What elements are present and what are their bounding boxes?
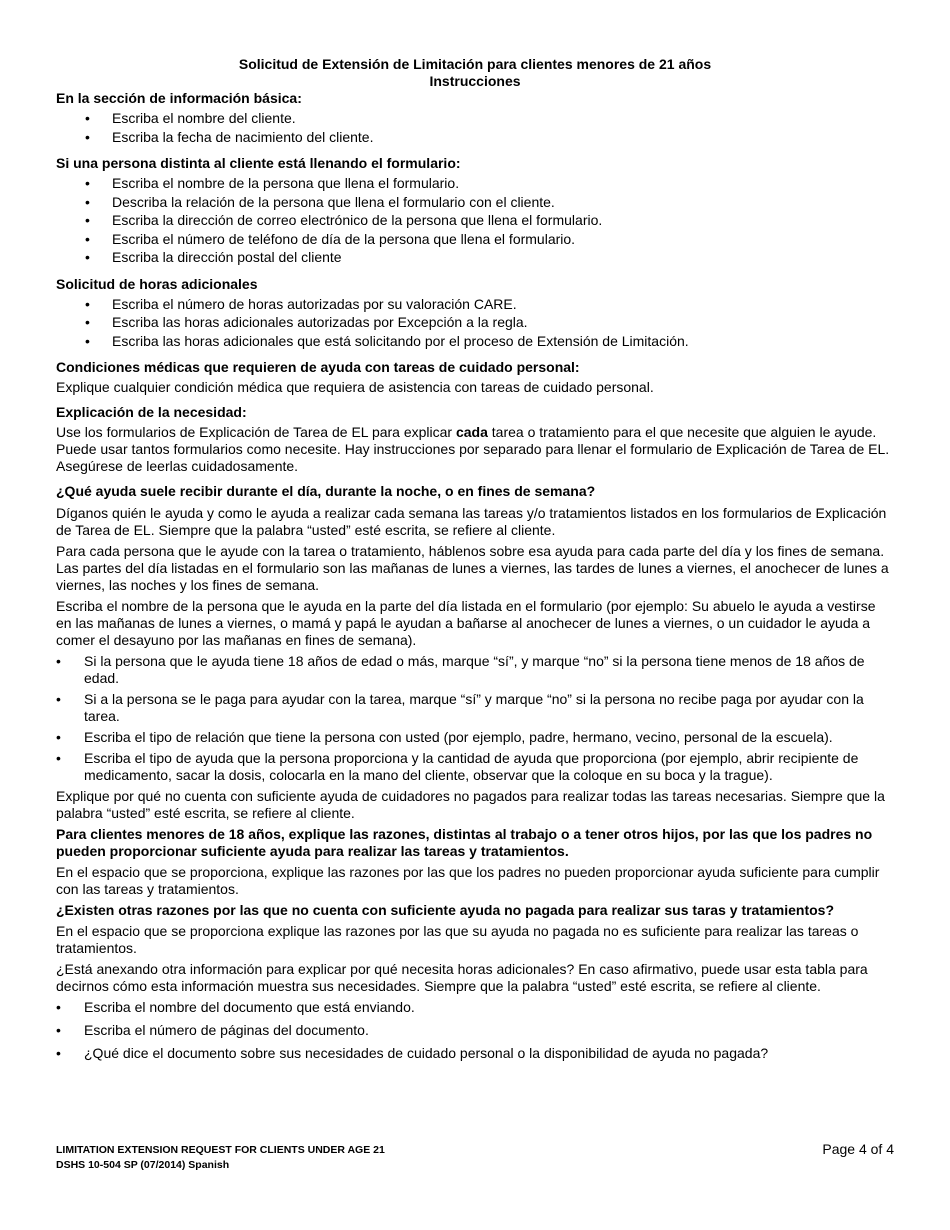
list-item: • Escriba el número de horas autorizadas por su valoración CARE.	[112, 296, 894, 313]
usual-help-list	[56, 653, 894, 784]
section-additional-hours-heading: Solicitud de horas adicionales	[56, 275, 258, 292]
section-need-explanation-heading: Explicación de la necesidad:	[56, 404, 247, 420]
other-person-list	[56, 175, 894, 266]
list-item: • Escriba la dirección de correo electrónico de la persona que llena el formulario.	[112, 212, 894, 229]
footer-form-info	[56, 1143, 385, 1173]
list-item: • Escriba el nombre del documento que está enviando.	[84, 999, 894, 1016]
list-item: • Escriba el nombre del cliente.	[112, 110, 894, 127]
additional-hours-list	[56, 296, 894, 350]
list-item: • Escriba la dirección postal del cliente	[112, 249, 894, 266]
list-item: • Escriba el tipo de ayuda que la persona proporciona y la cantidad de ayuda que proporciona (por ejemplo, abrir recipiente de medicamento, sacar la dosis, colocarla en la mano del cliente, observar que la coloque en su boca y la trague).	[84, 750, 894, 784]
list-item: • Describa la relación de la persona que llena el formulario con el cliente.	[112, 194, 894, 211]
document-page	[56, 56, 894, 1066]
attachment-list	[56, 999, 894, 1062]
basic-info-list	[56, 110, 894, 146]
section-other-reasons-heading: ¿Existen otras razones por las que no cuenta con suficiente ayuda no pagada para realizar sus taras y tratamientos?	[56, 902, 835, 918]
footer-form-number: DSHS 10-504 SP (07/2014) Spanish	[56, 1159, 230, 1171]
section-basic-info-heading: En la sección de información básica:	[56, 90, 302, 106]
other-reasons-paragraph-2: ¿Está anexando otra información para explicar por qué necesita horas adicionales? En caso afirmativo, puede usar esta tabla para decirnos cómo esta información muestra sus necesidades. Siempre que la palabra “usted” esté escrita, se refiere al cliente.	[56, 961, 868, 994]
section-other-person-heading: Si una persona distinta al cliente está llenando el formulario:	[56, 155, 461, 171]
section-parents-heading: Para clientes menores de 18 años, explique las razones, distintas al trabajo o a tener otros hijos, por las que los padres no pueden proporcionar suficiente ayuda para realizar las tareas y tratamientos.	[56, 826, 873, 859]
document-title	[56, 56, 894, 90]
list-item: • Escriba el número de páginas del documento.	[84, 1022, 894, 1039]
title-line-1: Solicitud de Extensión de Limitación para clientes menores de 21 años	[238, 56, 712, 72]
page-number: Page 4 of 4	[822, 1141, 894, 1157]
usual-help-paragraph-1: Díganos quién le ayuda y como le ayuda a realizar cada semana las tareas y/o tratamientos listados en los formularios de Explicación de Tarea de EL. Siempre que la palabra “usted” esté escrita, se refiere al cliente.	[56, 505, 887, 538]
title-line-2: Instrucciones	[429, 73, 521, 89]
list-item: • Escriba las horas adicionales que está solicitando por el proceso de Extensión de Limitación.	[112, 333, 894, 350]
footer-form-title: LIMITATION EXTENSION REQUEST FOR CLIENTS UNDER AGE 21	[56, 1144, 385, 1156]
unpaid-help-explanation: Explique por qué no cuenta con suficiente ayuda de cuidadores no pagados para realizar todas las tareas necesarias. Siempre que la palabra “usted” esté escrita, se refiere al cliente.	[56, 788, 885, 821]
medical-conditions-text: Explique cualquier condición médica que requiera de asistencia con tareas de cuidado personal.	[56, 379, 654, 395]
usual-help-paragraph-3: Escriba el nombre de la persona que le ayuda en la parte del día listada en el formulario (por ejemplo: Su abuelo le ayuda a vestirse en las mañanas de lunes a viernes, o mamá y papá le ayudan a bañarse al anochecer de lunes a viernes, o un cuidador le ayuda a comer el desayuno por las mañanas en fines de semana).	[56, 598, 876, 648]
other-reasons-paragraph-1: En el espacio que se proporciona explique las razones por las que su ayuda no pagada no es suficiente para realizar las tareas o tratamientos.	[56, 923, 859, 956]
list-item: • Escriba el tipo de relación que tiene la persona con usted (por ejemplo, padre, hermano, vecino, personal de la escuela).	[84, 729, 894, 746]
need-explanation-text: Use los formularios de Explicación de Tarea de EL para explicar cada tarea o tratamiento para el que necesite que alguien le ayude. Puede usar tantos formularios como necesite. Hay instrucciones por separado para llenar el formulario de Explicación de Tarea de EL. Asegúrese de leerlas cuidadosamente.	[56, 424, 890, 474]
list-item: • Si a la persona se le paga para ayudar con la tarea, marque “sí” y marque “no” si la persona no recibe paga por ayudar con la tarea.	[84, 691, 894, 725]
parents-text: En el espacio que se proporciona, explique las razones por las que los padres no pueden proporcionar ayuda suficiente para cumplir con las tareas y tratamientos.	[56, 864, 880, 897]
usual-help-paragraph-2: Para cada persona que le ayude con la tarea o tratamiento, háblenos sobre esa ayuda para cada parte del día y los fines de semana. Las partes del día listadas en el formulario son las mañanas de lunes a viernes, las tardes de lunes a viernes, el anochecer de lunes a viernes, las noches y los fines de semana.	[56, 543, 889, 593]
list-item: • ¿Qué dice el documento sobre sus necesidades de cuidado personal o la disponibilidad de ayuda no pagada?	[84, 1045, 894, 1062]
section-medical-conditions-heading: Condiciones médicas que requieren de ayuda con tareas de cuidado personal:	[56, 359, 580, 375]
emphasis-each: cada	[455, 424, 488, 440]
list-item: • Escriba la fecha de nacimiento del cliente.	[112, 129, 894, 146]
list-item: • Si la persona que le ayuda tiene 18 años de edad o más, marque “sí”, y marque “no” si la persona tiene menos de 18 años de edad.	[84, 653, 894, 687]
list-item: • Escriba el nombre de la persona que llena el formulario.	[112, 175, 894, 192]
list-item: • Escriba las horas adicionales autorizadas por Excepción a la regla.	[112, 314, 894, 331]
section-usual-help-heading: ¿Qué ayuda suele recibir durante el día, durante la noche, o en fines de semana?	[56, 483, 596, 499]
list-item: • Escriba el número de teléfono de día de la persona que llena el formulario.	[112, 231, 894, 248]
